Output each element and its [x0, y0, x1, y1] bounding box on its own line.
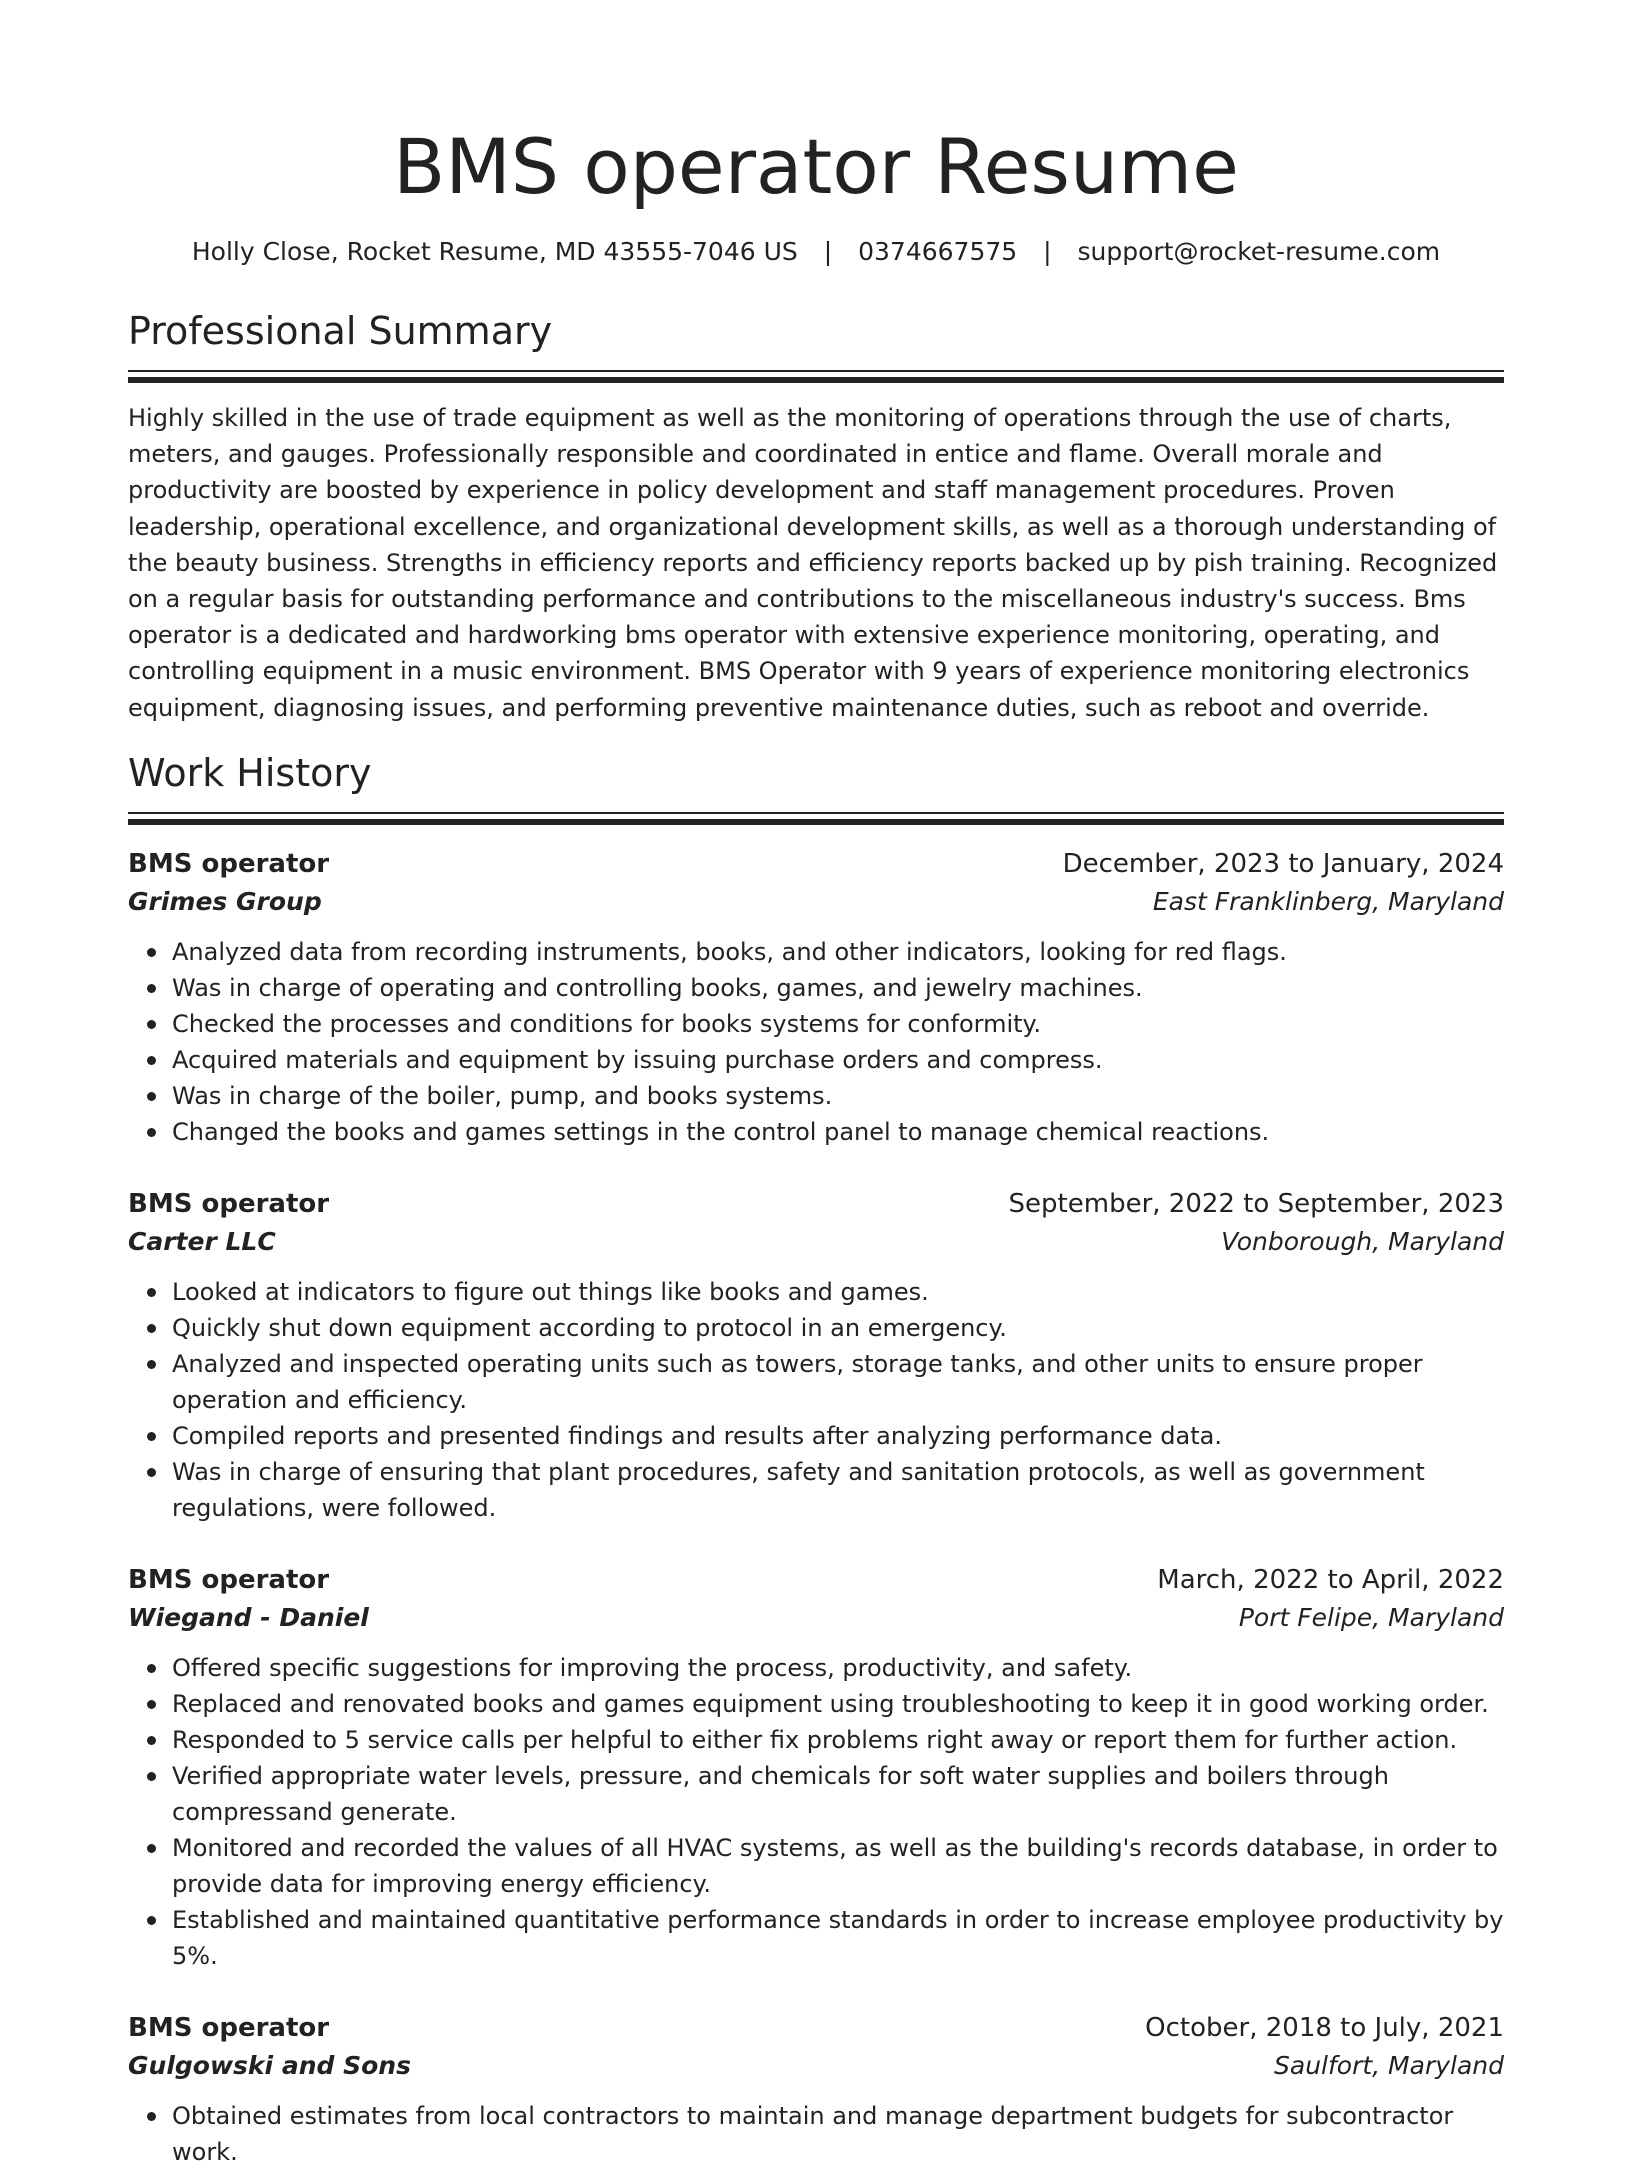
job-title: BMS operator [128, 2012, 330, 2043]
list-item: Quickly shut down equipment according to protocol in an emergency. [172, 1310, 1504, 1346]
job-company: Carter LLC [128, 1226, 276, 1256]
list-item: Established and maintained quantitative performance standards in order to increase employee productivity by 5%. [172, 1902, 1504, 1974]
job-location: Port Felipe, Maryland [1238, 1602, 1504, 1632]
contact-separator: | [1043, 237, 1052, 266]
contact-phone: 0374667575 [858, 237, 1018, 266]
list-item: Analyzed data from recording instruments, books, and other indicators, looking for red flags. [172, 934, 1504, 970]
list-item: Responded to 5 service calls per helpful to either fix problems right away or report them for further action. [172, 1722, 1504, 1758]
job-company: Grimes Group [128, 886, 322, 916]
section-heading-work-history: Work History [128, 750, 372, 795]
job-bullet-list [128, 934, 1504, 1150]
list-item: Obtained estimates from local contractors to maintain and manage department budgets for subcontractor work. [172, 2098, 1504, 2170]
job-company: Wiegand - Daniel [128, 1602, 369, 1632]
list-item: Was in charge of ensuring that plant procedures, safety and sanitation protocols, as well as government regulations, were followed. [172, 1454, 1504, 1526]
list-item: Offered specific suggestions for improving the process, productivity, and safety. [172, 1650, 1504, 1686]
list-item: Changed the books and games settings in the control panel to manage chemical reactions. [172, 1114, 1504, 1150]
job-title: BMS operator [128, 848, 330, 879]
list-item: Acquired materials and equipment by issuing purchase orders and compress. [172, 1042, 1504, 1078]
section-divider [128, 370, 1504, 382]
job-entry [128, 845, 1504, 1150]
list-item: Looked at indicators to figure out things like books and games. [172, 1274, 1504, 1310]
list-item: Was in charge of operating and controlling books, games, and jewelry machines. [172, 970, 1504, 1006]
professional-summary-section [128, 308, 1504, 726]
list-item: Analyzed and inspected operating units such as towers, storage tanks, and other units to ensure proper operation and efficiency. [172, 1346, 1504, 1418]
job-header-row [128, 1185, 1504, 1223]
job-dates: March, 2022 to April, 2022 [1157, 1564, 1504, 1595]
job-subheader-row [128, 883, 1504, 921]
job-location: Vonborough, Maryland [1221, 1226, 1504, 1256]
contact-email: support@rocket-resume.com [1077, 237, 1441, 266]
list-item: Compiled reports and presented findings and results after analyzing performance data. [172, 1418, 1504, 1454]
job-subheader-row [128, 1599, 1504, 1637]
section-heading-summary: Professional Summary [128, 309, 553, 353]
resume-page [128, 0, 1504, 2170]
job-title: BMS operator [128, 1188, 330, 1219]
job-header-row [128, 2009, 1504, 2047]
resume-title: BMS operator Resume [393, 122, 1239, 211]
job-location: East Franklinberg, Maryland [1152, 886, 1504, 916]
job-header-row [128, 1561, 1504, 1599]
list-item: Replaced and renovated books and games equipment using troubleshooting to keep it in good working order. [172, 1686, 1504, 1722]
work-history-section [128, 750, 1504, 2170]
list-item: Checked the processes and conditions for books systems for conformity. [172, 1006, 1504, 1042]
job-header-row [128, 845, 1504, 883]
job-dates: October, 2018 to July, 2021 [1145, 2012, 1504, 2043]
list-item: Verified appropriate water levels, pressure, and chemicals for soft water supplies and boilers through compressand generate. [172, 1758, 1504, 1830]
job-entry [128, 2009, 1504, 2170]
job-title: BMS operator [128, 1564, 330, 1595]
job-bullet-list [128, 1650, 1504, 1974]
summary-text: Highly skilled in the use of trade equipment as well as the monitoring of operations through the use of charts, meters, and gauges. Professionally responsible and coordinated in entice and flame. Overall morale and productivity are boosted by experience in policy development and staff management procedures. Proven leadership, operational excellence, and organizational development skills, as well as a thorough understanding of the beauty business. Strengths in efficiency reports and efficiency reports backed up by pish training. Recognized on a regular basis for outstanding performance and contributions to the miscellaneous industry's success. Bms operator is a dedicated and hardworking bms operator with extensive experience monitoring, operating, and controlling equipment in a music environment. BMS Operator with 9 years of experience monitoring electronics equipment, diagnosing issues, and performing preventive maintenance duties, such as reboot and override. [128, 404, 1498, 722]
job-company: Gulgowski and Sons [128, 2050, 411, 2080]
job-bullet-list [128, 2098, 1504, 2170]
contact-line [128, 235, 1504, 269]
job-subheader-row [128, 2047, 1504, 2085]
job-location: Saulfort, Maryland [1274, 2050, 1504, 2080]
job-entry [128, 1185, 1504, 1526]
contact-separator: | [823, 237, 833, 266]
job-bullet-list [128, 1274, 1504, 1526]
job-dates: December, 2023 to January, 2024 [1062, 848, 1504, 879]
job-subheader-row [128, 1223, 1504, 1261]
section-divider [128, 812, 1504, 824]
contact-address: Holly Close, Rocket Resume, MD 43555-7046 US [191, 237, 798, 266]
list-item: Monitored and recorded the values of all HVAC systems, as well as the building's records database, in order to provide data for improving energy efficiency. [172, 1830, 1504, 1902]
job-entry [128, 1561, 1504, 1974]
job-dates: September, 2022 to September, 2023 [1008, 1188, 1504, 1219]
list-item: Was in charge of the boiler, pump, and books systems. [172, 1078, 1504, 1114]
